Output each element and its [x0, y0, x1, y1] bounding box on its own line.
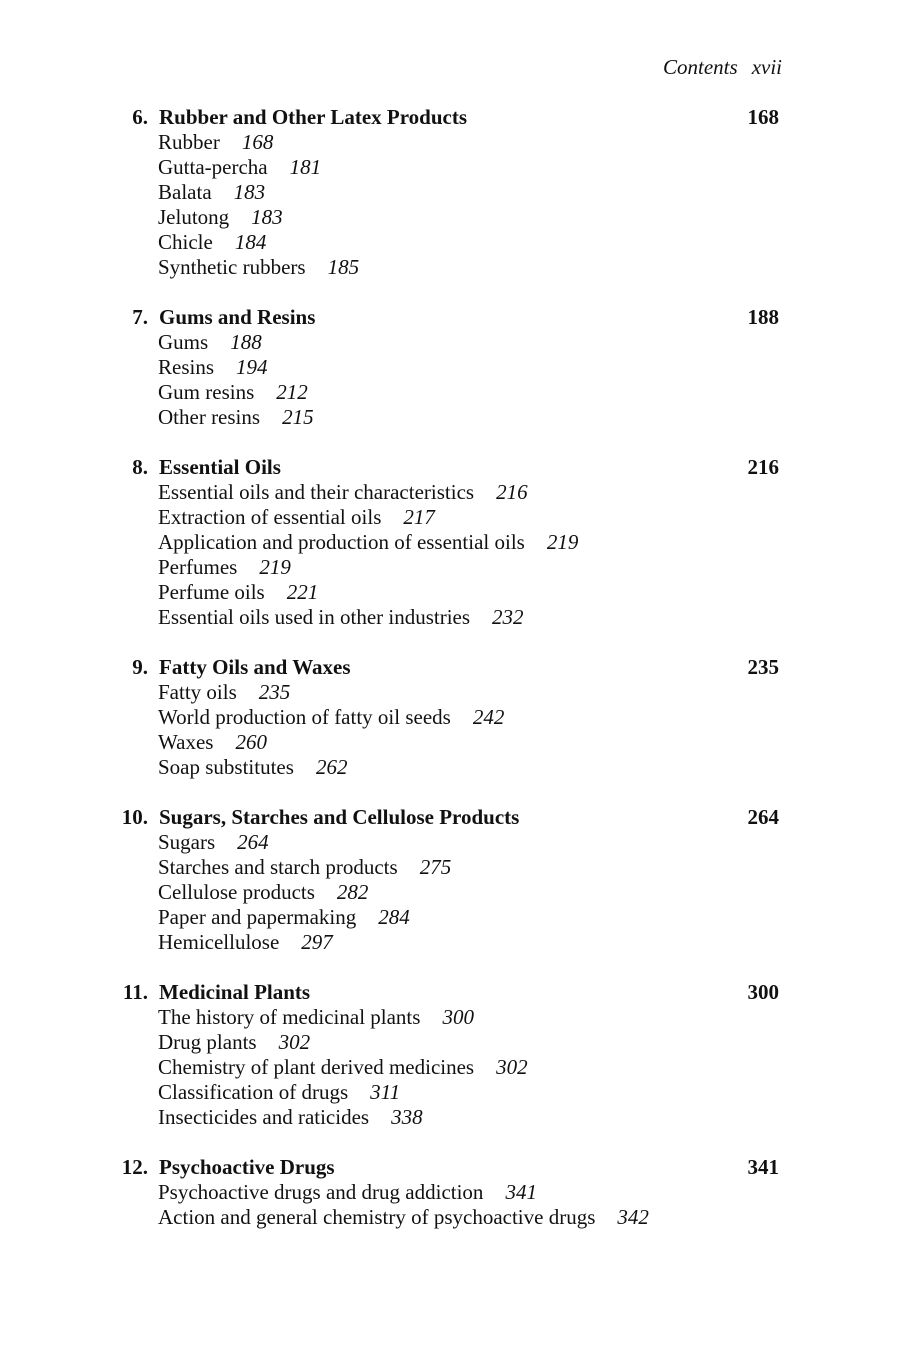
chapter-number: 10. [121, 805, 148, 829]
section-entry [0, 1105, 900, 1130]
section-entry [0, 680, 900, 705]
section-page-number: 262 [315, 755, 348, 779]
toc-chapter [0, 655, 900, 780]
section-entry [0, 230, 900, 255]
section-page-number: 188 [230, 330, 262, 354]
section-title: Gutta-percha [158, 155, 268, 179]
section-page-number: 302 [278, 1030, 311, 1054]
section-page-number: 181 [289, 155, 322, 179]
section-page-number: 219 [259, 555, 291, 579]
section-title: Chicle [158, 230, 213, 254]
section-title: Resins [158, 355, 215, 379]
section-entry [0, 1205, 900, 1230]
section-title: Paper and papermaking [158, 905, 357, 929]
chapter-page-number: 341 [747, 1155, 779, 1179]
section-page-number: 183 [251, 205, 283, 229]
section-page-number: 260 [235, 730, 267, 754]
section-title: Perfumes [158, 555, 238, 579]
section-entry [0, 355, 900, 380]
section-entry [0, 530, 900, 555]
section-page-number: 212 [276, 380, 308, 404]
section-page-number: 338 [391, 1105, 423, 1129]
section-title: Soap substitutes [158, 755, 294, 779]
section-page-number: 221 [286, 580, 319, 604]
chapter-heading [0, 805, 900, 830]
toc-chapter [0, 305, 900, 430]
chapter-number: 8. [132, 455, 148, 479]
section-list [0, 1180, 900, 1230]
toc-chapter [0, 455, 900, 630]
section-title: The history of medicinal plants [158, 1005, 421, 1029]
section-entry [0, 1080, 900, 1105]
section-page-number: 185 [327, 255, 360, 279]
section-entry [0, 330, 900, 355]
section-page-number: 232 [492, 605, 524, 629]
section-list [0, 130, 900, 280]
running-header [663, 55, 782, 80]
section-entry [0, 880, 900, 905]
section-entry [0, 555, 900, 580]
chapter-heading [0, 1155, 900, 1180]
running-header-title: Contents [663, 55, 738, 79]
chapter-page-number: 235 [747, 655, 779, 679]
section-page-number: 297 [301, 930, 333, 954]
chapter-number: 9. [132, 655, 148, 679]
section-entry [0, 830, 900, 855]
chapter-heading [0, 455, 900, 480]
section-list [0, 480, 900, 630]
section-title: Gums [158, 330, 209, 354]
table-of-contents [0, 105, 900, 1255]
chapter-page-number: 264 [747, 805, 779, 829]
section-entry [0, 605, 900, 630]
chapter-number: 6. [132, 105, 148, 129]
section-entry [0, 1005, 900, 1030]
section-entry [0, 905, 900, 930]
section-page-number: 264 [237, 830, 269, 854]
section-title: Drug plants [158, 1030, 257, 1054]
toc-chapter [0, 105, 900, 280]
section-title: Application and production of essential oils [158, 530, 525, 554]
chapter-title: Rubber and Other Latex Products [159, 105, 468, 129]
section-title: Rubber [158, 130, 220, 154]
toc-chapter [0, 1155, 900, 1230]
section-title: Hemicellulose [158, 930, 280, 954]
section-title: Cellulose products [158, 880, 315, 904]
section-entry [0, 1030, 900, 1055]
section-title: Extraction of essential oils [158, 505, 382, 529]
section-list [0, 330, 900, 430]
running-header-page-number: xvii [751, 55, 782, 79]
section-title: Gum resins [158, 380, 255, 404]
section-page-number: 341 [505, 1180, 537, 1204]
chapter-page-number: 188 [747, 305, 779, 329]
section-entry [0, 580, 900, 605]
section-entry [0, 705, 900, 730]
chapter-heading [0, 980, 900, 1005]
section-entry [0, 930, 900, 955]
section-title: Essential oils used in other industries [158, 605, 471, 629]
chapter-heading [0, 105, 900, 130]
section-page-number: 284 [378, 905, 410, 929]
section-page-number: 275 [419, 855, 452, 879]
chapter-title: Fatty Oils and Waxes [159, 655, 351, 679]
section-entry [0, 130, 900, 155]
section-title: Fatty oils [158, 680, 237, 704]
chapter-title: Sugars, Starches and Cellulose Products [159, 805, 520, 829]
section-page-number: 235 [258, 680, 291, 704]
section-entry [0, 505, 900, 530]
chapter-title: Medicinal Plants [159, 980, 311, 1004]
section-title: Insecticides and raticides [158, 1105, 370, 1129]
toc-chapter [0, 805, 900, 955]
chapter-page-number: 300 [747, 980, 779, 1004]
section-list [0, 1005, 900, 1130]
section-page-number: 311 [370, 1080, 401, 1104]
section-entry [0, 255, 900, 280]
section-title: Essential oils and their characteristics [158, 480, 475, 504]
chapter-heading [0, 305, 900, 330]
section-title: Classification of drugs [158, 1080, 349, 1104]
section-title: Waxes [158, 730, 214, 754]
chapter-title: Essential Oils [159, 455, 281, 479]
section-entry [0, 1180, 900, 1205]
toc-chapter [0, 980, 900, 1130]
chapter-number: 11. [122, 980, 148, 1004]
section-page-number: 215 [282, 405, 314, 429]
section-page-number: 242 [472, 705, 505, 729]
section-title: Jelutong [158, 205, 230, 229]
section-entry [0, 180, 900, 205]
section-title: Chemistry of plant derived medicines [158, 1055, 475, 1079]
chapter-number: 7. [132, 305, 148, 329]
section-page-number: 216 [496, 480, 528, 504]
section-title: Psychoactive drugs and drug addiction [158, 1180, 484, 1204]
section-list [0, 680, 900, 780]
section-entry [0, 380, 900, 405]
chapter-heading [0, 655, 900, 680]
section-entry [0, 755, 900, 780]
section-title: World production of fatty oil seeds [158, 705, 451, 729]
section-entry [0, 205, 900, 230]
section-title: Other resins [158, 405, 261, 429]
section-page-number: 183 [233, 180, 266, 204]
section-page-number: 282 [336, 880, 369, 904]
section-page-number: 168 [241, 130, 274, 154]
section-entry [0, 155, 900, 180]
section-entry [0, 855, 900, 880]
section-title: Balata [158, 180, 212, 204]
chapter-page-number: 168 [747, 105, 779, 129]
section-page-number: 194 [236, 355, 268, 379]
section-list [0, 830, 900, 955]
section-title: Starches and starch products [158, 855, 398, 879]
section-entry [0, 405, 900, 430]
chapter-page-number: 216 [747, 455, 779, 479]
chapter-title: Psychoactive Drugs [159, 1155, 335, 1179]
chapter-number: 12. [121, 1155, 148, 1179]
section-entry [0, 730, 900, 755]
section-page-number: 302 [496, 1055, 528, 1079]
section-entry [0, 1055, 900, 1080]
section-title: Synthetic rubbers [158, 255, 306, 279]
section-page-number: 217 [403, 505, 435, 529]
section-page-number: 184 [234, 230, 267, 254]
section-title: Sugars [158, 830, 216, 854]
section-page-number: 300 [442, 1005, 474, 1029]
section-entry [0, 480, 900, 505]
chapter-title: Gums and Resins [159, 305, 316, 329]
section-title: Perfume oils [158, 580, 265, 604]
section-page-number: 219 [546, 530, 579, 554]
section-page-number: 342 [617, 1205, 649, 1229]
section-title: Action and general chemistry of psychoactive drugs [158, 1205, 596, 1229]
